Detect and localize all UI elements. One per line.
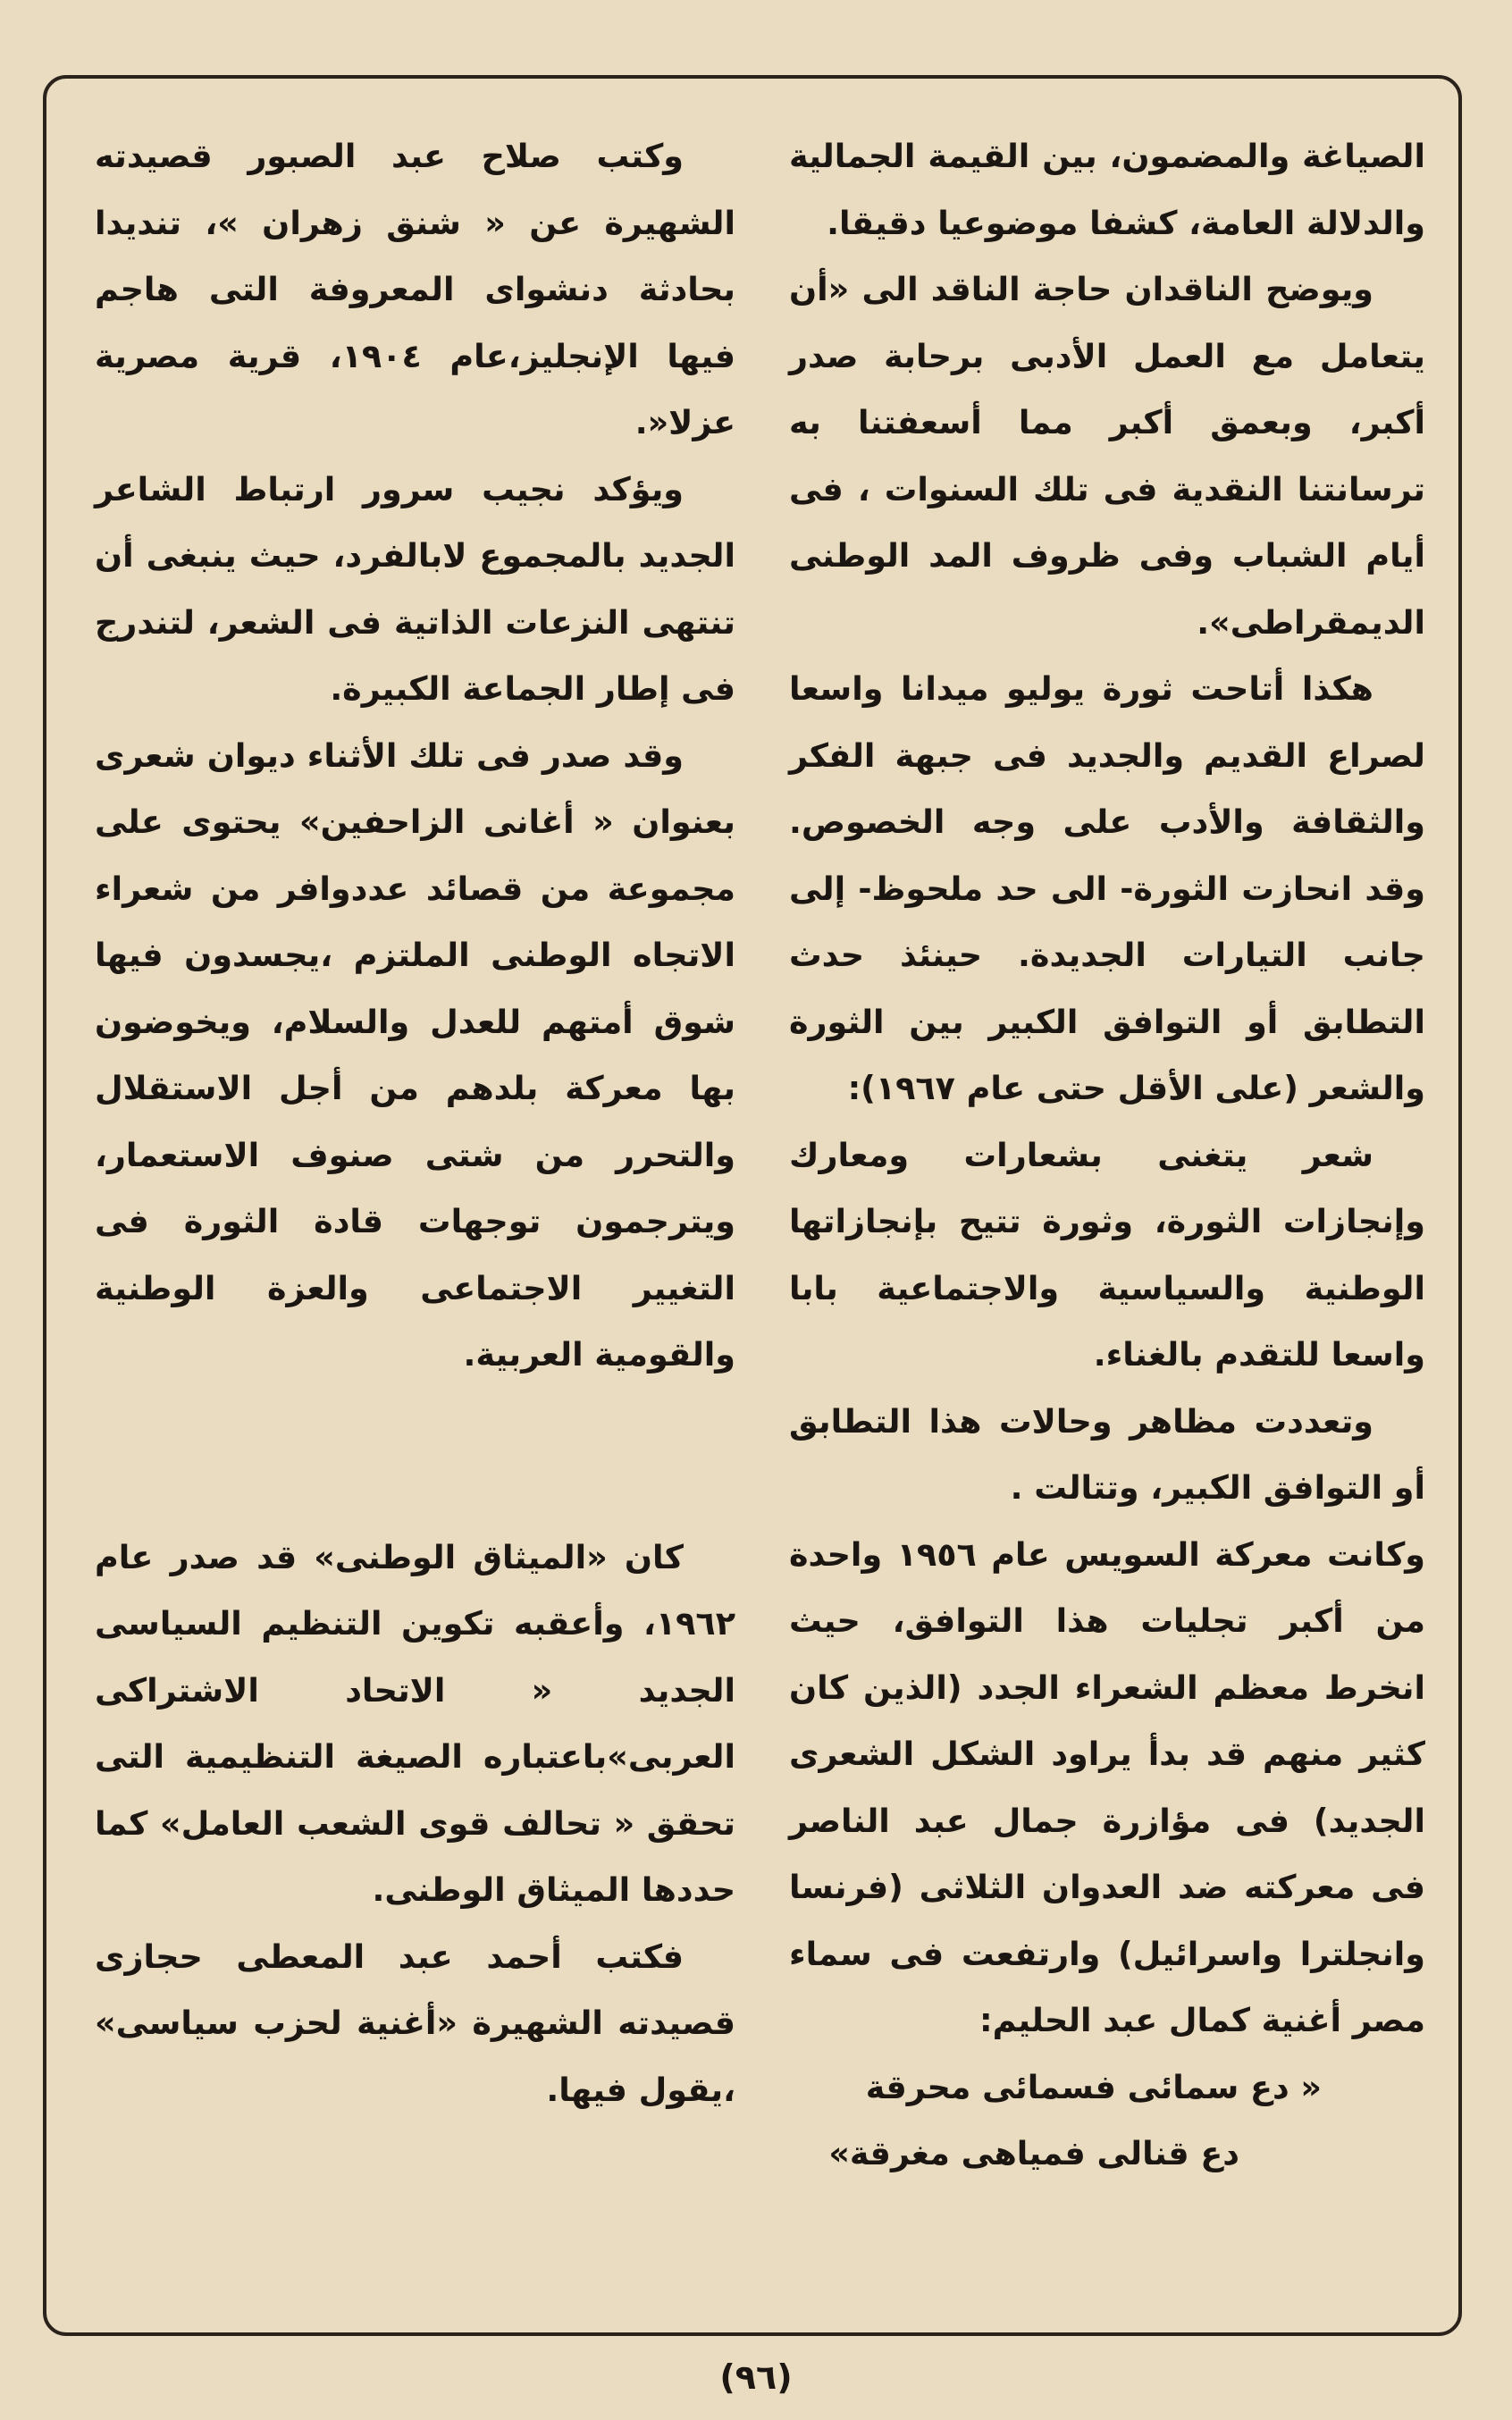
paragraph: ويؤكد نجيب سرور ارتباط الشاعر الجديد بالمجموع لابالفرد، حيث ينبغى أن تنتهى النزعات الذاتية فى الشعر، لتندرج فى إطار الجماعة الكبيرة. (95, 469, 735, 708)
paragraph: وتعددت مظاهر وحالات هذا التطابق أو التوافق الكبير، وتتالت . (789, 1401, 1425, 1507)
paragraph: شعر يتغنى بشعارات ومعارك وإنجازات الثورة، وثورة تتيح بإنجازاتها الوطنية والسياسية والاجتماعية بابا واسعا للتقدم بالغناء. (789, 1135, 1425, 1374)
paragraph: هكذا أتاحت ثورة يوليو ميدانا واسعا لصراع القديم والجديد فى جبهة الفكر والثقافة والأدب على وجه الخصوص. وقد انحازت الثورة- الى حد ملحوظ- إلى جانب التيارات الجديدة. حينئذ حدث التطابق أو التوافق الكبير بين الثورة والشعر (على الأقل حتى عام ١٩٦٧): (789, 669, 1425, 1107)
paragraph: كان «الميثاق الوطنى» قد صدر عام ١٩٦٢، وأعقبه تكوين التنظيم السياسى الجديد « الاتحاد الاشتراكى العربى»باعتباره الصيغة التنظيمية التى تحقق « تحالف قوى الشعب العامل» كما حددها الميثاق الوطنى. (95, 1537, 735, 1909)
paragraph: وكتب صلاح عبد الصبور قصيدته الشهيرة عن « شنق زهران »، تنديدا بحادثة دنشواى المعروفة التى هاجم فيها الإنجليز،عام ١٩٠٤، قرية مصرية عزلا«. (95, 137, 735, 441)
paragraph: فكتب أحمد عبد المعطى حجازى قصيدته الشهيرة «أغنية لحزب سياسى» ،يقول فيها. (95, 1937, 735, 2109)
right-text-column (789, 123, 1425, 2188)
paragraph: ويوضح الناقدان حاجة الناقد الى «أن يتعامل مع العمل الأدبى برحابة صدر أكبر، وبعمق أكبر مما أسعفتنا به ترسانتنا النقدية فى تلك السنوات ، فى أيام الشباب وفى ظروف المد الوطنى الديمقراطى». (789, 270, 1425, 642)
page-number: (٩٦) (719, 2357, 793, 2397)
poem-verse-line: « دع سمائى فسمائى محرقة (865, 2067, 1322, 2106)
paragraph: وقد صدر فى تلك الأثناء ديوان شعرى بعنوان « أغانى الزاحفين» يحتوى على مجموعة من قصائد عددوافر من شعراء الاتجاه الوطنى الملتزم ،يجسدون فيها شوق أمتهم للعدل والسلام، ويخوضون بها معركة بلدهم من أجل الاستقلال والتحرر من شتى صنوف الاستعمار، ويترجمون توجهات قادة الثورة فى التغيير الاجتماعى والعزة الوطنية والقومية العربية. (95, 735, 735, 1374)
paragraph: وكانت معركة السويس عام ١٩٥٦ واحدة من أكبر تجليات هذا التوافق، حيث انخرط معظم الشعراء الجدد (الذين كان كثير منهم قد بدأ يراود الشكل الشعرى الجديد) فى مؤازرة جمال عبد الناصر فى معركته ضد العدوان الثلاثى (فرنسا وانجلترا واسرائيل) وارتفعت فى سماء مصر أغنية كمال عبد الحليم: (789, 1534, 1425, 2039)
left-text-column (95, 123, 735, 2123)
paragraph: الصياغة والمضمون، بين القيمة الجمالية والدلالة العامة، كشفا موضوعيا دقيقا. (789, 137, 1425, 242)
section-gap (95, 1389, 735, 1525)
poem-verse-line: دع قنالى فمياهى مغرقة» (828, 2134, 1239, 2172)
